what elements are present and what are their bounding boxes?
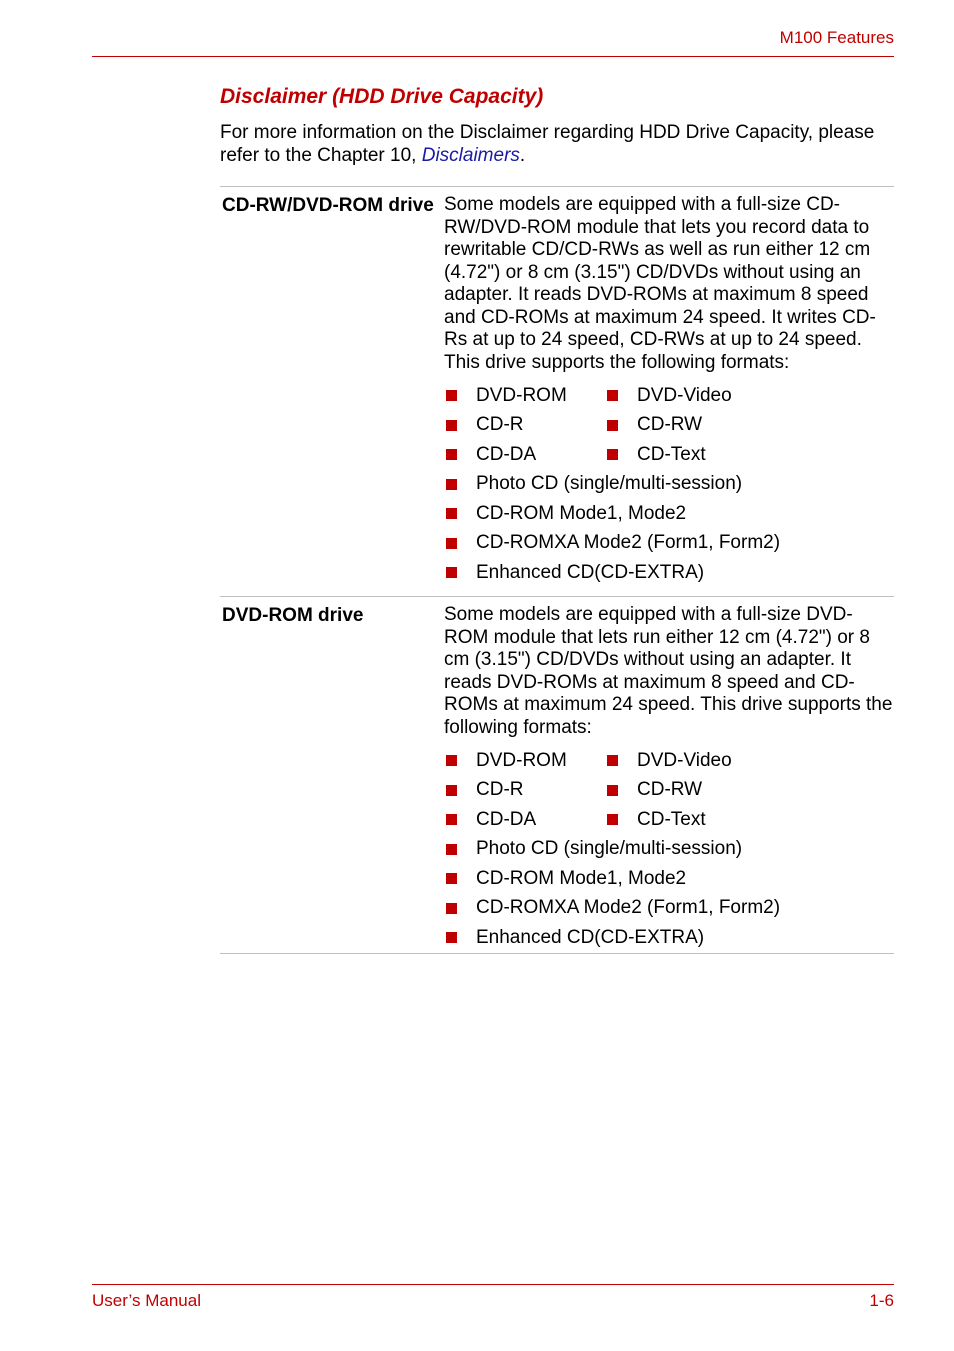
list-item — [444, 894, 894, 924]
format-label: CD-ROMXA Mode2 (Form1, Form2) — [476, 897, 781, 918]
format-label: CD-RW — [637, 414, 703, 435]
list-item — [605, 411, 766, 441]
list-item — [444, 835, 894, 865]
list-item — [444, 864, 894, 894]
footer-manual-title: User’s Manual — [92, 1291, 201, 1310]
square-bullet-icon — [446, 449, 457, 460]
header-title: M100 Features — [779, 28, 894, 47]
format-pair-row — [444, 381, 894, 411]
format-label: Photo CD (single/multi-session) — [476, 838, 743, 859]
format-label: Enhanced CD(CD-EXTRA) — [476, 561, 705, 583]
format-pair-row — [444, 440, 894, 470]
square-bullet-icon — [446, 479, 457, 490]
square-bullet-icon — [446, 755, 457, 766]
list-item — [444, 558, 894, 588]
square-bullet-icon — [446, 814, 457, 825]
format-pair-row — [444, 746, 894, 776]
format-label: Enhanced CD(CD-EXTRA) — [476, 926, 705, 948]
header-divider — [92, 56, 894, 57]
table-row-dvdrom — [220, 596, 894, 954]
intro-suffix: . — [519, 145, 526, 166]
square-bullet-icon — [446, 538, 457, 549]
format-label: CD-ROM Mode1, Mode2 — [476, 502, 687, 524]
row-description: Some models are equipped with a full-size DVD-ROM module that lets run either 12 cm (4.72") or 8 cm (3.15") CD/DVDs without using an adapter. It reads DVD-ROMs at maximum 8 speed and CD-ROMs at maximum 24 speed. This drive supports the following formats: — [444, 604, 893, 738]
list-item — [444, 499, 894, 529]
footer-divider — [92, 1284, 894, 1285]
square-bullet-icon — [446, 903, 457, 914]
table-row-cdrw-dvdrom — [220, 186, 894, 596]
format-label: CD-Text — [637, 443, 706, 465]
list-item — [605, 746, 766, 776]
format-label: CD-ROMXA Mode2 (Form1, Form2) — [476, 532, 781, 553]
square-bullet-icon — [446, 420, 457, 431]
row-term: CD-RW/DVD-ROM drive — [222, 195, 434, 216]
list-item — [444, 440, 605, 470]
list-item — [444, 776, 605, 806]
row-definition — [444, 604, 894, 948]
drive-spec-table — [220, 186, 894, 954]
square-bullet-icon — [446, 873, 457, 884]
square-bullet-icon — [607, 785, 618, 796]
list-item — [444, 923, 894, 953]
list-item — [605, 440, 766, 470]
format-label: CD-DA — [476, 443, 537, 465]
row-definition — [444, 194, 894, 587]
row-term: DVD-ROM drive — [222, 605, 364, 626]
format-pair-row — [444, 776, 894, 806]
format-list — [444, 746, 894, 953]
square-bullet-icon — [607, 390, 618, 401]
format-label: CD-Text — [637, 808, 706, 830]
list-item — [444, 746, 605, 776]
format-label: DVD-Video — [637, 384, 732, 406]
format-label: CD-RW — [637, 779, 703, 800]
square-bullet-icon — [446, 390, 457, 401]
square-bullet-icon — [607, 420, 618, 431]
square-bullet-icon — [446, 785, 457, 796]
format-label: DVD-ROM — [476, 384, 567, 406]
intro-paragraph — [220, 121, 894, 167]
square-bullet-icon — [446, 567, 457, 578]
square-bullet-icon — [607, 449, 618, 460]
format-label: DVD-Video — [637, 749, 732, 771]
square-bullet-icon — [446, 508, 457, 519]
format-list — [444, 381, 894, 588]
format-label: Photo CD (single/multi-session) — [476, 473, 743, 494]
format-label: CD-DA — [476, 808, 537, 830]
row-description: Some models are equipped with a full-size CD-RW/DVD-ROM module that lets you record data to rewritable CD/CD-RWs as well as run either 12 cm (4.72") or 8 cm (3.15") CD/DVDs without using an adapter. It reads DVD-ROMs at maximum 8 speed and CD-ROMs at maximum 24 speed. It writes CD-Rs at up to 24 speed, CD-RWs at up to 24 speed. This drive supports the following formats: — [444, 194, 876, 373]
list-item — [444, 470, 894, 500]
intro-text: For more information on the Disclaimer regarding HDD Drive Capacity, please refer to the Chapter 10, — [220, 122, 875, 166]
format-pair-row — [444, 411, 894, 441]
format-label: CD-R — [476, 414, 524, 435]
format-label: CD-ROM Mode1, Mode2 — [476, 867, 687, 889]
square-bullet-icon — [607, 814, 618, 825]
list-item — [444, 805, 605, 835]
list-item — [605, 776, 766, 806]
page-number: 1-6 — [869, 1291, 894, 1310]
format-label: DVD-ROM — [476, 749, 567, 771]
list-item — [605, 381, 766, 411]
list-item — [444, 529, 894, 559]
list-item — [444, 411, 605, 441]
list-item — [605, 805, 766, 835]
square-bullet-icon — [607, 755, 618, 766]
section-heading: Disclaimer (HDD Drive Capacity) — [220, 85, 544, 108]
list-item — [444, 381, 605, 411]
square-bullet-icon — [446, 932, 457, 943]
disclaimers-link[interactable]: Disclaimers — [421, 145, 520, 166]
format-label: CD-R — [476, 779, 524, 800]
format-pair-row — [444, 805, 894, 835]
square-bullet-icon — [446, 844, 457, 855]
